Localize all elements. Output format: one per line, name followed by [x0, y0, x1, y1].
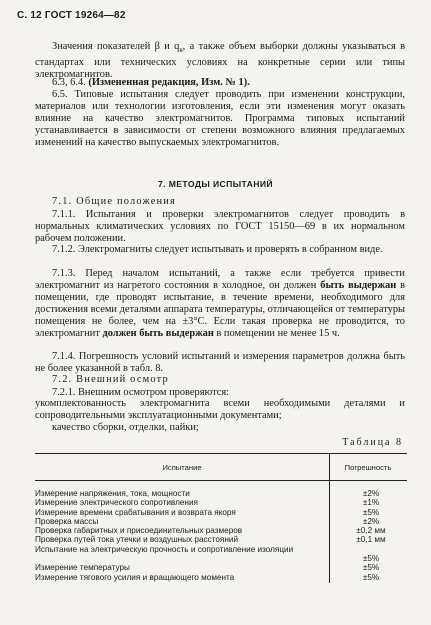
- test-error: ±2%: [362, 516, 380, 526]
- column-header-error: Погрешность: [344, 463, 392, 472]
- table-row: [35, 563, 407, 572]
- table-body: [35, 489, 407, 582]
- paragraph-amendment: [35, 77, 405, 89]
- paragraph-6-5: 6.5. Типовые испытания следует проводить при изменении конструкции, материалов или технологии изготовления, если эти изменения могут оказать влияние на качество электромагнитов. Программа типовых испытаний устанавливается в зависимости от степени возможного влияния предлагаемых изменений на качество выпускаемых электромагнитов.: [35, 89, 405, 148]
- table-row: [35, 489, 407, 498]
- test-name: Измерение напряжения, тока, мощности: [35, 489, 190, 498]
- test-name: Проверка массы: [35, 516, 99, 526]
- text: в помещении, где проводят испытание, в течение времени, необходимого для достижения всеми деталями аппарата температуры, отличающейся от температуры помещения не более, чем на ±3°С. Если такая проверка не проводится, то электромагнит: [35, 279, 405, 339]
- table-8: [35, 453, 407, 582]
- paragraph-7-1-4: 7.1.4. Погрешность условий испытаний и измерения параметров должна быть не более указанной в табл. 8.: [35, 351, 405, 374]
- table-row: [35, 535, 407, 544]
- table-row: [35, 498, 407, 507]
- text: 6.3, 6.4.: [52, 77, 86, 88]
- table-row: [35, 545, 407, 564]
- paragraph-completeness: укомплектованность электромагнита всеми необходимыми деталями и сопроводительными эксплуатационными документами;: [35, 398, 405, 421]
- paragraph-7-1-2: 7.1.2. Электромагниты следует испытывать и проверять в собранном виде.: [52, 244, 383, 255]
- column-header-test: Испытание: [162, 463, 202, 472]
- test-name: Измерение тягового усилия и вращающего момента: [35, 572, 235, 582]
- table-row: [35, 508, 407, 517]
- text: 7.1.3. Перед началом испытаний, а также если требуется привести электромагнит из нагретого состояния в холодное, он должен: [35, 268, 405, 291]
- test-error: ±5%: [362, 507, 380, 517]
- test-error: ±5%: [362, 554, 380, 564]
- test-name: Испытание на электрическую прочность и сопротивление изоляции: [35, 544, 294, 554]
- amendment-note: (Измененная редакция, Изм. № 1).: [88, 77, 250, 88]
- text: , а также объем выборки должны указываться в стандартах или технических условиях на конкретные серии или типы электромагнитов.: [35, 41, 405, 80]
- emphasis: должен быть выдержан: [102, 327, 214, 339]
- test-name: Проверка габаритных и присоединительных размеров: [35, 526, 243, 536]
- table-top-rule: [35, 453, 407, 454]
- test-name: Измерение электрического сопротивления: [35, 498, 198, 508]
- emphasis: быть выдержан: [320, 279, 397, 291]
- table-row: [35, 573, 407, 582]
- text: в помещении не менее 15 ч.: [213, 327, 340, 339]
- paragraph-7-2-1: 7.2.1. Внешним осмотром проверяются:: [52, 387, 230, 398]
- subscript: в: [179, 46, 183, 55]
- test-name: Измерение времени срабатывания и возврата якоря: [35, 507, 236, 517]
- paragraph-beta-q: [35, 41, 405, 81]
- table-row: [35, 526, 407, 535]
- page-header: С. 12 ГОСТ 19264—82: [17, 10, 126, 21]
- paragraph-7-1-3: [35, 268, 405, 339]
- text: Значения показателей β и q: [52, 41, 180, 52]
- test-name: Измерение температуры: [35, 563, 130, 573]
- table-row: [35, 517, 407, 526]
- paragraph-quality: качество сборки, отделки, пайки;: [52, 422, 199, 433]
- test-error: ±0,2 мм: [356, 526, 386, 536]
- subsection-7-1-title: 7.1. Общие положения: [52, 196, 177, 207]
- test-error: ±1%: [362, 498, 380, 508]
- test-error: ±0,1 мм: [356, 535, 386, 545]
- section-title: 7. МЕТОДЫ ИСПЫТАНИЙ: [157, 179, 274, 189]
- test-error: ±5%: [362, 572, 380, 582]
- table-header-rule: [35, 480, 407, 481]
- subsection-7-2-title: 7.2. Внешний осмотр: [52, 374, 169, 385]
- test-error: ±2%: [362, 489, 380, 498]
- paragraph-7-1-1: 7.1.1. Испытания и проверки электромагнитов следует проводить в нормальных климатических условиях по ГОСТ 15150—69 в их нормальном рабочем положении.: [35, 209, 405, 244]
- table-caption: Таблица 8: [342, 437, 403, 448]
- test-error: ±5%: [362, 563, 380, 573]
- test-name: Проверка путей тока утечки и воздушных расстояний: [35, 535, 239, 545]
